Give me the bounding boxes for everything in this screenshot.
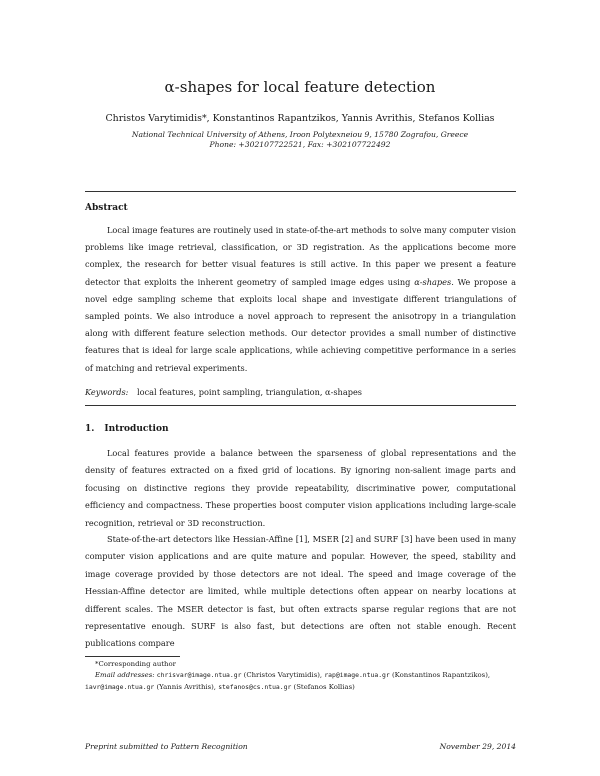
abstract-alpha-shapes: α-shapes xyxy=(414,276,452,287)
paper-title: α-shapes for local feature detection xyxy=(164,78,436,96)
footnote-emails xyxy=(85,670,516,693)
section-number: 1. xyxy=(85,424,95,434)
section-heading xyxy=(85,424,169,434)
abstract-text xyxy=(85,222,516,377)
abstract-text-part2: . We propose a novel edge sampling scheme that exploits local shape and investigate different triangulations of sampled points. We also introduce a novel approach to represent the anisotropy in a triangulation along with different feature selection methods. Our detector provides a small number of distinctive features that is ideal for large scale applications, while achieving competitive performance in a series of matching and retrieval experiments. xyxy=(85,276,516,373)
abstract-bottom-rule xyxy=(85,405,516,406)
author-list: Christos Varytimidis*, Konstantinos Rapantzikos, Yannis Avrithis, Stefanos Kollias xyxy=(105,113,495,124)
abstract-heading: Abstract xyxy=(85,203,128,213)
keywords-text: local features, point sampling, triangulation, α-shapes xyxy=(137,387,362,397)
abstract-top-rule xyxy=(85,191,516,192)
contact-info: Phone: +302107722521, Fax: +302107722492 xyxy=(209,140,391,149)
section-title: Introduction xyxy=(104,424,169,434)
email-link[interactable]: rap@image.ntua.gr xyxy=(324,671,390,679)
email-owner: (Christos Varytimidis), xyxy=(243,671,323,679)
email-owner: (Yannis Avrithis), xyxy=(156,682,216,691)
affiliation: National Technical University of Athens, Iroon Polytexneiou 9, 15780 Zografou, Greece xyxy=(131,130,469,139)
footnote-rule xyxy=(85,656,180,657)
email-owner: (Konstantinos Rapantzikos), xyxy=(391,671,491,679)
intro-paragraph-1: Local features provide a balance between the sparseness of global representations and the density of features extracted on a fixed grid of locations. By ignoring non-salient image parts and focusing on distinctive regions they provide repeatability, discriminative power, computational efficiency and compactness. These properties boost computer vision applications including large-scale recognition, retrieval or 3D reconstruction. xyxy=(85,448,516,528)
email-link[interactable]: stefanos@cs.ntua.gr xyxy=(218,682,292,691)
email-label: Email addresses: xyxy=(95,671,155,679)
email-link[interactable]: chrisvar@image.ntua.gr xyxy=(156,671,242,679)
keywords-label: Keywords: xyxy=(85,387,129,397)
keywords-line xyxy=(85,387,516,397)
abstract-text-part1: Local image features are routinely used in state-of-the-art methods to solve many computer vision problems like image retrieval, classification, or 3D registration. As the applications become more complex, the research for better visual features is still active. In this paper we present a feature detector that exploits the inherent geometry of sampled image edges using xyxy=(85,225,516,287)
footnote-corresponding: *Corresponding author xyxy=(95,660,176,668)
footer-preprint-note: Preprint submitted to Pattern Recognition xyxy=(85,742,248,751)
footer-date: November 29, 2014 xyxy=(439,742,516,751)
intro-paragraph-2: State-of-the-art detectors like Hessian-Affine [1], MSER [2] and SURF [3] have been used in many computer vision applications and are quite mature and popular. However, the speed, stability and image coverage provided by those detectors are not ideal. The speed and image coverage of the Hessian-Affine detector are limited, while multiple detections often appear on nearby locations at different scales. The MSER detector is fast, but often extracts sparse regular regions that are not representative enough. SURF is also fast, but detections are often not stable enough. Recent publications compare xyxy=(85,534,516,649)
email-link[interactable]: iavr@image.ntua.gr xyxy=(85,682,155,691)
email-owner: (Stefanos Kollias) xyxy=(293,682,355,691)
